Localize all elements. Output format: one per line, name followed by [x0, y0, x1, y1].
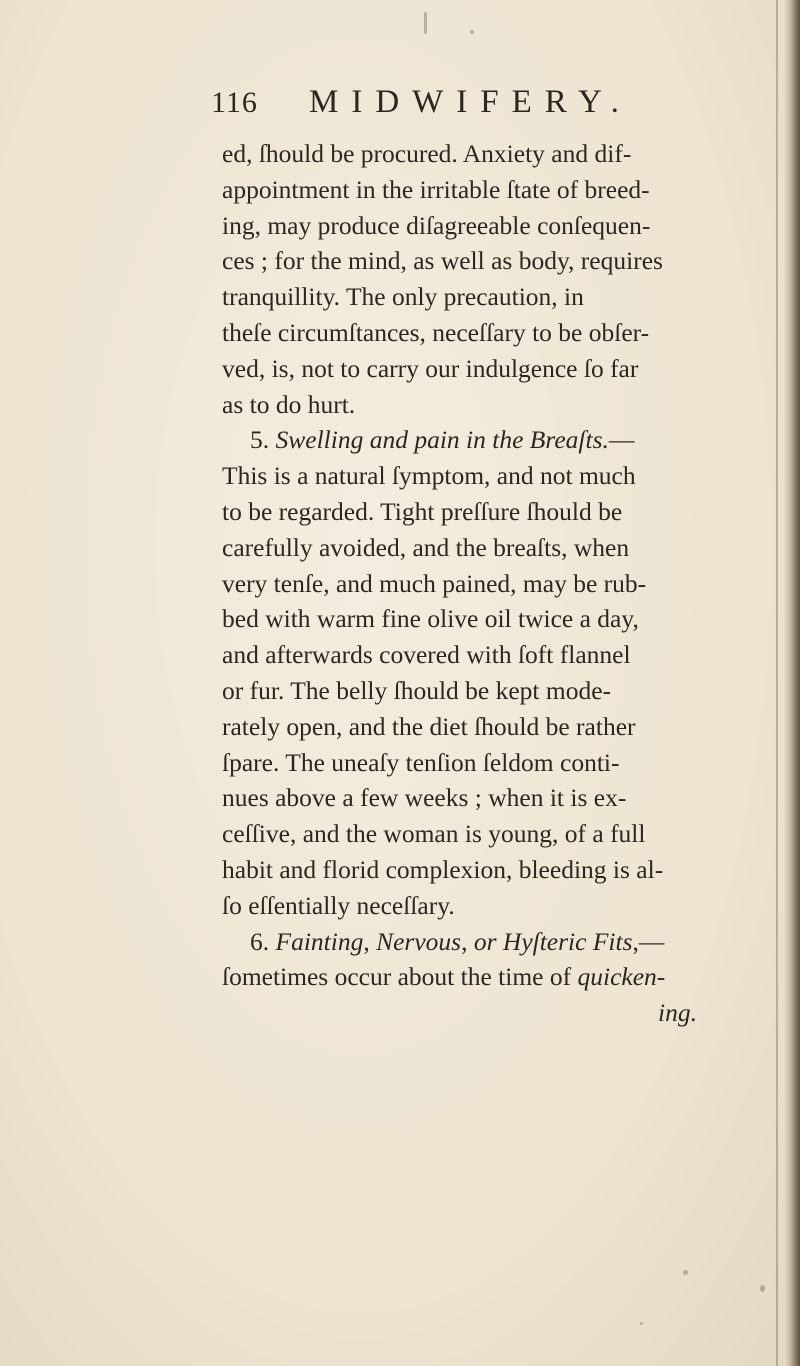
text-line: very tenſe, and much pained, may be rub- [222, 568, 647, 598]
text-line: theſe circumſtances, neceſſary to be obſer- [222, 317, 650, 347]
ink-speck [470, 30, 474, 34]
catchword: ing. [658, 998, 697, 1028]
text-line: carefully avoided, and the breaſts, when [222, 532, 630, 562]
ink-speck [683, 1270, 688, 1275]
text-line: and afterwards covered with ſoft flannel [222, 640, 631, 670]
running-title: MIDWIFERY. [309, 84, 632, 120]
text-line: bed with warm fine olive oil twice a day, [222, 604, 639, 634]
text-line: habit and florid complexion, bleeding is al- [222, 854, 664, 884]
heading-connector: or [473, 926, 497, 956]
text-line: to be regarded. Tight preſſure ſhould be [222, 496, 623, 526]
text-line: ing, may produce diſagreeable conſequen- [222, 210, 651, 240]
text-line: This is a natural ſymptom, and not much [222, 461, 636, 491]
text-fragment: ſometimes occur about the time of [222, 962, 578, 992]
section-number: 5. [250, 425, 270, 455]
page-header [211, 80, 751, 128]
heading-comma: , [461, 926, 468, 956]
text-line: ceſſive, and the woman is young, of a full [222, 819, 646, 849]
text-line: appointment in the irritable ſtate of breed- [222, 174, 650, 204]
text-line: as to do hurt. [222, 389, 356, 419]
text-line: ces ; for the mind, as well as body, requires [222, 246, 663, 276]
text-line: rately open, and the diet ſhould be rather [222, 711, 636, 741]
text-line: ed, ſhould be procured. Anxiety and dif- [222, 139, 632, 168]
ink-speck [760, 1285, 765, 1292]
text-line [222, 959, 800, 995]
ink-speck [640, 1322, 643, 1325]
section-number: 6. [250, 926, 270, 956]
section-heading-6 [222, 924, 800, 960]
section-title: Swelling and pain in the Breaſts. [275, 425, 609, 455]
heading-comma: , [632, 926, 639, 956]
section-title-hysteric: Hyſteric Fits [502, 926, 633, 956]
text-line: nues above a few weeks ; when it is ex- [222, 783, 627, 813]
body-text [222, 136, 800, 1031]
section-title-fainting: Fainting [275, 926, 364, 956]
text-line: tranquillity. The only precaution, in [222, 282, 584, 312]
page-number: 116 [211, 86, 258, 119]
text-fragment-italic: quicken- [577, 962, 666, 992]
ink-speck [424, 12, 427, 34]
section-dash: — [638, 926, 665, 956]
section-title-nervous: Nervous [376, 926, 462, 956]
text-line: ſpare. The uneaſy tenſion ſeldom conti- [222, 747, 620, 777]
text-line: ved, is, not to carry our indulgence ſo far [222, 353, 639, 383]
text-line: or fur. The belly ſhould be kept mode- [222, 675, 612, 705]
heading-comma: , [363, 926, 370, 956]
text-line: ſo eſſentially neceſſary. [222, 890, 455, 920]
section-dash: — [608, 425, 635, 455]
section-heading-5 [222, 422, 800, 458]
